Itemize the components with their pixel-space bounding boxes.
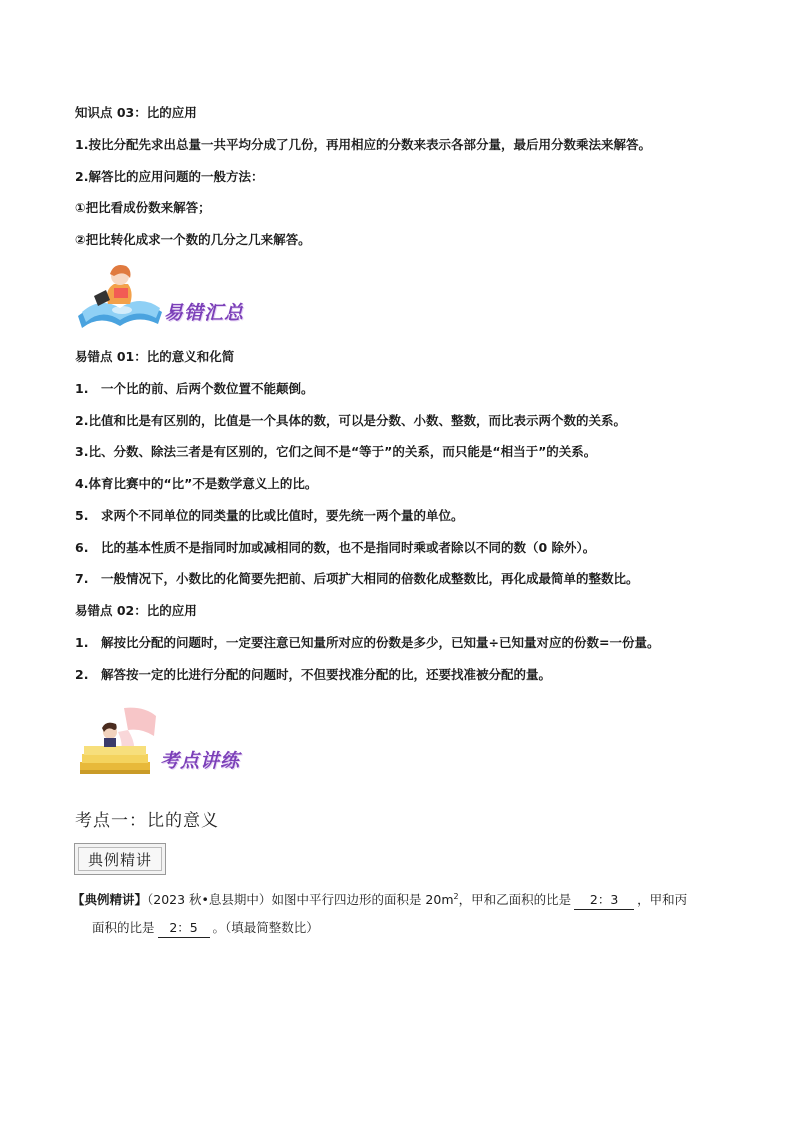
answer-blank-1: 2：3 — [574, 891, 634, 910]
example-question-line-2 — [92, 919, 319, 938]
error-summary-title: 易错汇总 — [164, 302, 245, 324]
knowledge-point-1: 1.按比分配先求出总量一共平均分成了几份，再用相应的分数来表示各部分量，最后用分数乘法来解答。 — [75, 137, 651, 152]
example-tag — [74, 843, 166, 875]
example-area: 20m — [425, 892, 454, 908]
student-books-icon — [74, 706, 164, 782]
error-point-2: 2.比值和比是有区别的，比值是一个具体的数，可以是分数、小数、整数，而比表示两个数的关系。 — [75, 413, 626, 428]
knowledge-point-2: 2.解答比的应用问题的一般方法： — [75, 169, 264, 184]
answer-blank-2: 2：5 — [158, 919, 210, 938]
example-text-5: 。（填最简整数比） — [212, 920, 319, 935]
example-source: （2023 秋•息县期中） — [147, 892, 272, 908]
example-text-2: ，甲和乙面积的比是 — [458, 892, 572, 908]
error-point-4: 4.体育比赛中的“比”不是数学意义上的比。 — [75, 476, 318, 491]
error-point-7: 7. 一般情况下，小数比的化简要先把前、后项扩大相同的倍数化成整数比，再化成最简单的整数比。 — [75, 571, 639, 586]
example-label: 【典例精讲】 — [72, 892, 148, 908]
section-heading-error-01: 易错点 01：比的意义和化简 — [75, 349, 235, 364]
error-point-6: 6. 比的基本性质不是指同时加或减相同的数，也不是指同时乘或者除以不同的数（0 除外）。 — [75, 540, 596, 555]
example-text-4: 面积的比是 — [92, 920, 155, 935]
reading-girl-book-icon — [74, 260, 164, 332]
example-question-line-1 — [72, 888, 687, 910]
error2-point-1: 1. 解按比分配的问题时，一定要注意已知量所对应的份数是多少，已知量÷已知量对应的份数=一份量。 — [75, 635, 660, 650]
error2-point-2: 2. 解答按一定的比进行分配的问题时，不但要找准分配的比，还要找准被分配的量。 — [75, 667, 552, 682]
exam-points-banner — [74, 706, 314, 778]
example-text-3: ，甲和丙 — [637, 892, 688, 908]
knowledge-point-3: ①把比看成份数来解答； — [75, 200, 211, 215]
example-text-1: 如图中平行四边形的面积是 — [271, 892, 426, 908]
section-heading-knowledge-03: 知识点 03：比的应用 — [75, 105, 197, 120]
error-point-3: 3.比、分数、除法三者是有区别的，它们之间不是“等于”的关系，而只能是“相当于”的关系。 — [75, 444, 597, 459]
error-point-5: 5. 求两个不同单位的同类量的比或比值时，要先统一两个量的单位。 — [75, 508, 464, 523]
error-summary-banner — [74, 260, 314, 332]
section-heading-error-02: 易错点 02：比的应用 — [75, 603, 197, 618]
exam-points-title: 考点讲练 — [160, 750, 241, 772]
example-tag-label: 典例精讲 — [78, 847, 162, 871]
knowledge-point-4: ②把比转化成求一个数的几分之几来解答。 — [75, 232, 311, 247]
area-unit-exponent: 2 — [453, 892, 459, 901]
error-point-1: 1. 一个比的前、后两个数位置不能颠倒。 — [75, 381, 314, 396]
topic-heading: 考点一：比的意义 — [75, 811, 219, 831]
